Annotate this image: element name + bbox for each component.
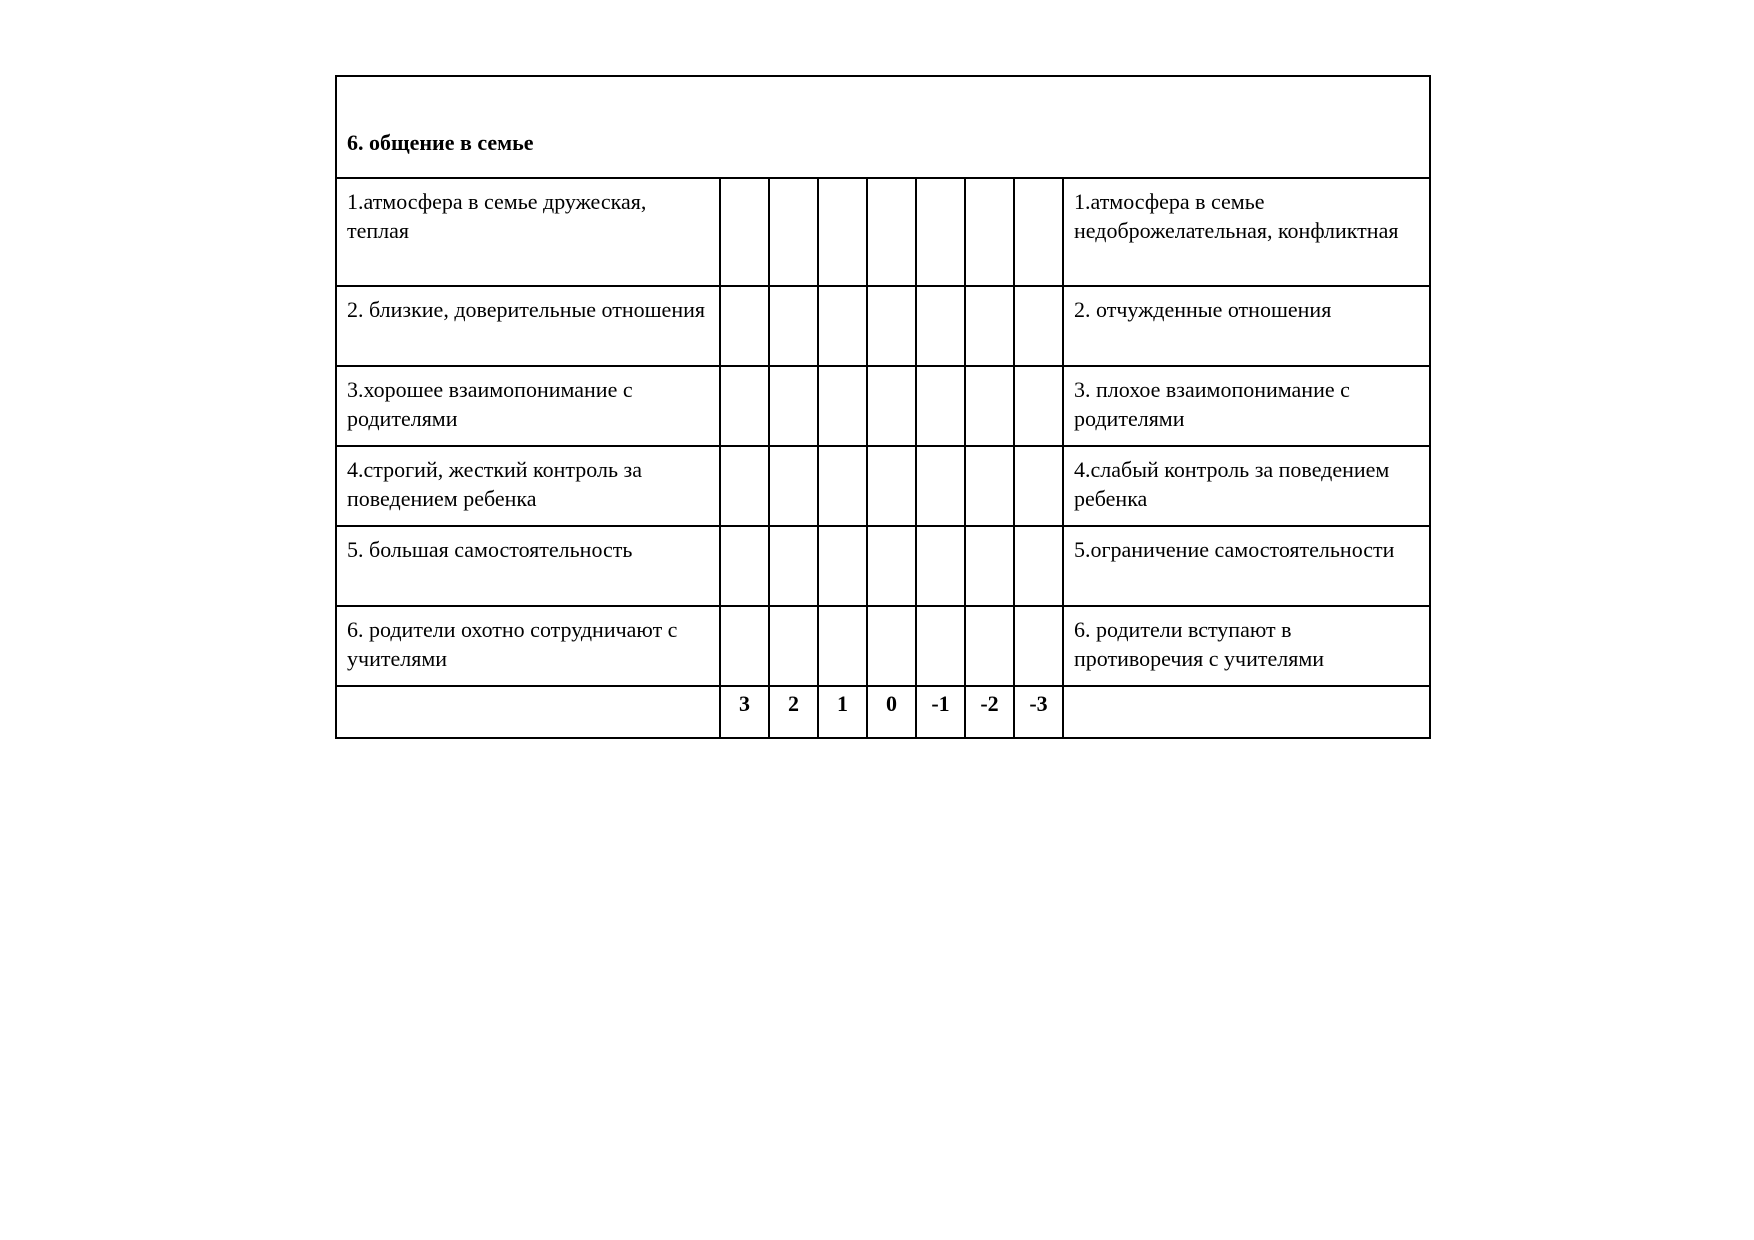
score-label: 2 [769, 686, 818, 738]
score-label: -2 [965, 686, 1014, 738]
score-cell-minus-2[interactable] [965, 526, 1014, 606]
score-cell-minus-1[interactable] [916, 446, 965, 526]
score-cell-1[interactable] [818, 286, 867, 366]
score-cell-1[interactable] [818, 526, 867, 606]
table-title-row [336, 76, 1430, 178]
score-cell-minus-2[interactable] [965, 446, 1014, 526]
score-cell-2[interactable] [769, 446, 818, 526]
table-row [336, 606, 1430, 686]
score-cell-0[interactable] [867, 286, 916, 366]
score-scale-row [336, 686, 1430, 738]
table-row [336, 286, 1430, 366]
score-cell-0[interactable] [867, 366, 916, 446]
empty-left-cell [336, 686, 720, 738]
score-cell-2[interactable] [769, 286, 818, 366]
score-cell-0[interactable] [867, 606, 916, 686]
score-cell-minus-1[interactable] [916, 286, 965, 366]
positive-statement: 4.строгий, жесткий контроль за поведением ребенка [336, 446, 720, 526]
score-label: 0 [867, 686, 916, 738]
score-cell-minus-3[interactable] [1014, 286, 1063, 366]
negative-statement: 5.ограничение самостоятельности [1063, 526, 1430, 606]
score-label: 1 [818, 686, 867, 738]
positive-statement: 2. близкие, доверительные отношения [336, 286, 720, 366]
table-row [336, 526, 1430, 606]
table-row [336, 446, 1430, 526]
family-communication-scale-table [335, 75, 1431, 739]
positive-statement: 5. большая самостоятельность [336, 526, 720, 606]
negative-statement: 3. плохое взаимопонимание с родителями [1063, 366, 1430, 446]
score-cell-minus-2[interactable] [965, 178, 1014, 286]
negative-statement: 1.атмосфера в семье недоброжелательная, конфликтная [1063, 178, 1430, 286]
score-cell-3[interactable] [720, 526, 769, 606]
score-cell-2[interactable] [769, 606, 818, 686]
negative-statement: 2. отчужденные отношения [1063, 286, 1430, 366]
table-row [336, 178, 1430, 286]
score-cell-minus-2[interactable] [965, 606, 1014, 686]
score-cell-minus-3[interactable] [1014, 606, 1063, 686]
positive-statement: 1.атмосфера в семье дружеская, теплая [336, 178, 720, 286]
score-cell-0[interactable] [867, 446, 916, 526]
score-label: -3 [1014, 686, 1063, 738]
negative-statement: 4.слабый контроль за поведением ребенка [1063, 446, 1430, 526]
positive-statement: 3.хорошее взаимопонимание с родителями [336, 366, 720, 446]
score-cell-3[interactable] [720, 286, 769, 366]
score-cell-minus-2[interactable] [965, 286, 1014, 366]
score-cell-1[interactable] [818, 446, 867, 526]
table-row [336, 366, 1430, 446]
score-cell-2[interactable] [769, 178, 818, 286]
score-cell-2[interactable] [769, 366, 818, 446]
score-cell-1[interactable] [818, 606, 867, 686]
score-cell-minus-1[interactable] [916, 606, 965, 686]
score-cell-minus-2[interactable] [965, 366, 1014, 446]
score-cell-2[interactable] [769, 526, 818, 606]
score-cell-minus-3[interactable] [1014, 366, 1063, 446]
section-title: 6. общение в семье [336, 76, 1430, 178]
score-cell-minus-3[interactable] [1014, 526, 1063, 606]
score-cell-3[interactable] [720, 366, 769, 446]
positive-statement: 6. родители охотно сотрудничают с учителями [336, 606, 720, 686]
score-cell-1[interactable] [818, 366, 867, 446]
score-cell-minus-3[interactable] [1014, 446, 1063, 526]
score-cell-minus-1[interactable] [916, 526, 965, 606]
score-label: 3 [720, 686, 769, 738]
empty-right-cell [1063, 686, 1430, 738]
score-cell-3[interactable] [720, 446, 769, 526]
negative-statement: 6. родители вступают в противоречия с учителями [1063, 606, 1430, 686]
score-cell-3[interactable] [720, 606, 769, 686]
score-cell-minus-3[interactable] [1014, 178, 1063, 286]
score-label: -1 [916, 686, 965, 738]
score-cell-3[interactable] [720, 178, 769, 286]
score-cell-minus-1[interactable] [916, 366, 965, 446]
score-cell-minus-1[interactable] [916, 178, 965, 286]
score-cell-0[interactable] [867, 178, 916, 286]
score-cell-0[interactable] [867, 526, 916, 606]
score-cell-1[interactable] [818, 178, 867, 286]
